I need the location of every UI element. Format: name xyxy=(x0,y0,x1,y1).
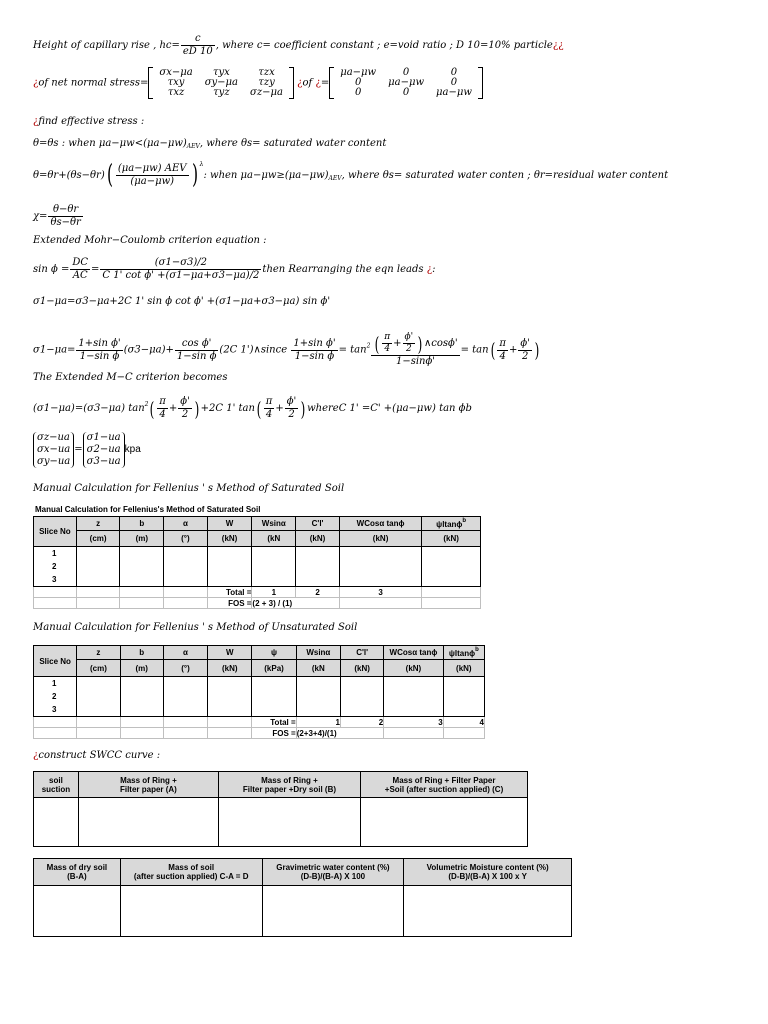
mohr-coulomb-heading: Extended Mohr−Coulomb criterion equation : xyxy=(33,235,267,246)
stress-matrix-2 xyxy=(329,67,483,99)
header-slice-no: Slice No xyxy=(34,517,77,547)
matrix-cell: τzx xyxy=(258,67,275,78)
swcc-caption: ¿construct SWCC curve : xyxy=(33,750,161,761)
slice-1: 1 xyxy=(52,549,57,558)
find-effective-stress-heading: ¿find effective stress : xyxy=(33,116,145,127)
vector-left: σz−ua σx−ua σy−ua xyxy=(33,432,74,468)
extended-mc-heading: The Extended M−C criterion becomes xyxy=(33,372,228,383)
stress-matrix-1 xyxy=(148,67,294,99)
theta-saturated-equation: θ=θs : when $\mu a-\mu w<(\mu a-\mu w)_{AEV}$, where θs= saturated water content xyxy=(33,138,387,150)
matrix-cell: 0 xyxy=(354,87,362,98)
matrix-cell: τyz xyxy=(213,87,230,98)
matrix-cell: σz−μa xyxy=(250,87,283,98)
table2-fos: (2+3+4)/(1) xyxy=(296,728,384,739)
matrix-cell: τyx xyxy=(212,67,230,78)
swcc-table: soil suction Mass of Ring + Filter paper (A) Mass of Ring + Filter paper +Dry soil (B) Mass of Ring + Filter Paper +Soil (after suction applied) (C) xyxy=(33,771,528,847)
chi-equation: χ= $\frac{\theta-\theta r}{\theta s-\theta r}$ xyxy=(33,204,81,228)
extended-mc-equation: (σ1−μa)=(σ3−μa) $\tan^2$( $\frac{\pi}{4}$ + $\frac{\phi'}{2}$ ) +2C 1' tan( $\frac{\pi}{4}$ + $\frac{\phi'}{2}$ ) whereC 1' =C' +(μa−μw) tan ϕb xyxy=(33,396,472,421)
table2-total-label: Total = xyxy=(252,717,296,728)
matrix-cell: μa−μw xyxy=(436,87,472,98)
matrix-cell: σy−μa xyxy=(204,77,239,88)
matrix-cell: 0 xyxy=(450,67,458,78)
matrix-cell: 0 xyxy=(402,87,410,98)
capillary-rise-equation: Height of capillary rise , hc= $\frac{c}{eD 10}$ , where c= coefficient constant ; e=void ratio ; D 10=10% particle¿¿ xyxy=(33,33,564,57)
sigma1-equation: σ1−μa= $\frac{\text{1+sin ϕ'}}{\text{1−sin ϕ}}$ (σ3−μa)+ $\frac{\text{cos ϕ'}}{\text{1−sin ϕ}}$ (2C 1')∧since $\frac{\text{1+sin ϕ'}}{\text{1−sin ϕ}}$ = $\tan^2$ ( $\frac{\pi}{4}$ + $\frac{\phi'}{2}$ ) ∧cosϕ' 1−sinϕ' = tan( $\frac{\pi}{4}$ + $\frac{\phi'}{2}$ ) xyxy=(33,331,540,367)
sin-phi-equation: sin ϕ = $\frac{DC}{AC}$ = $\frac{(\sigma 1-\sigma 3)/2}{\text{C 1' cot ϕ' +(σ1−μa+σ3−μa)/2}}$ then Rearranging the eqn leads ¿: xyxy=(33,257,436,281)
table1-title: Manual Calculation for Fellenius's Method of Saturated Soil xyxy=(35,505,261,514)
slice-2: 2 xyxy=(52,562,57,571)
fellenius-unsaturated-table: Slice No z b α W ψ Wsinα C'l' WCosα tanϕ ψltanϕ$^b$ (cm) (m) (°) (kN) (kPa) (kN (kN) (kN) (kN) 1 2 3 Total = 1 2 3 4 FOS = (2+3+4)/(1) xyxy=(33,645,485,739)
net-normal-stress-equation: ¿of net normal stress= σx−μa τyx τzx τxy σy−μa τzy τxz τyz σz−μa ¿of ¿= μa−μw 0 0 0 μa−μw 0 0 0 μa−μw xyxy=(33,67,483,99)
matrix-cell: σx−μa xyxy=(159,67,193,78)
vector-right: σ1−ua σ2−ua σ3−ua xyxy=(83,432,125,468)
rearranged-equation: σ1−μa=σ3−μa+2C 1' sin ϕ cot ϕ' +(σ1−μa+σ3−μa) sin ϕ' xyxy=(33,296,331,307)
matrix-cell: μa−μw xyxy=(388,77,425,88)
matrix-cell: τxz xyxy=(167,87,185,98)
matrix-cell: τxy xyxy=(167,77,185,88)
matrix-cell: τzy xyxy=(258,77,275,88)
table2-caption: Manual Calculation for Fellenius ' s Method of Unsaturated Soil xyxy=(33,622,358,633)
moisture-content-table: Mass of dry soil (B-A) Mass of soil (after suction applied) C-A = D Gravimetric water content (%) (D-B)/(B-A) X 100 Volumetric Moisture content (%) (D-B)/(B-A) X 100 x Y xyxy=(33,858,572,937)
matrix-cell: 0 xyxy=(450,77,458,88)
table1-caption: Manual Calculation for Fellenius ' s Method of Saturated Soil xyxy=(33,483,345,494)
slice-3: 3 xyxy=(52,575,57,584)
matrix-cell: μa−μw xyxy=(340,67,377,78)
principal-stress-vectors: σz−ua σx−ua σy−ua = σ1−ua σ2−ua σ3−ua kpa xyxy=(33,432,141,468)
table1-fos: (2 + 3) / (1) xyxy=(252,598,339,609)
matrix-cell: 0 xyxy=(402,67,410,78)
theta-residual-equation: θ=θr+(θs−θr)( $\frac{\text{(μa−μw) AEV}}{(\mu a-\mu w)}$ ) $^\lambda$: when $\mu a-\mu w\ge(\mu a-\mu w)_{AEV}$, where θs= saturated water conten ; θr=residual water content xyxy=(33,160,669,191)
fellenius-saturated-table: Slice No z b α W Wsinα C'l' WCosα tanϕ ψltanϕ$^b$ (cm) (m) (°) (kN) (kN (kN) (kN) (kN) 1 2 3 Total = 1 2 3 FOS = (2 + 3) / (1) xyxy=(33,516,481,609)
table1-total-label: Total = xyxy=(207,587,252,598)
matrix-cell: 0 xyxy=(354,77,362,88)
